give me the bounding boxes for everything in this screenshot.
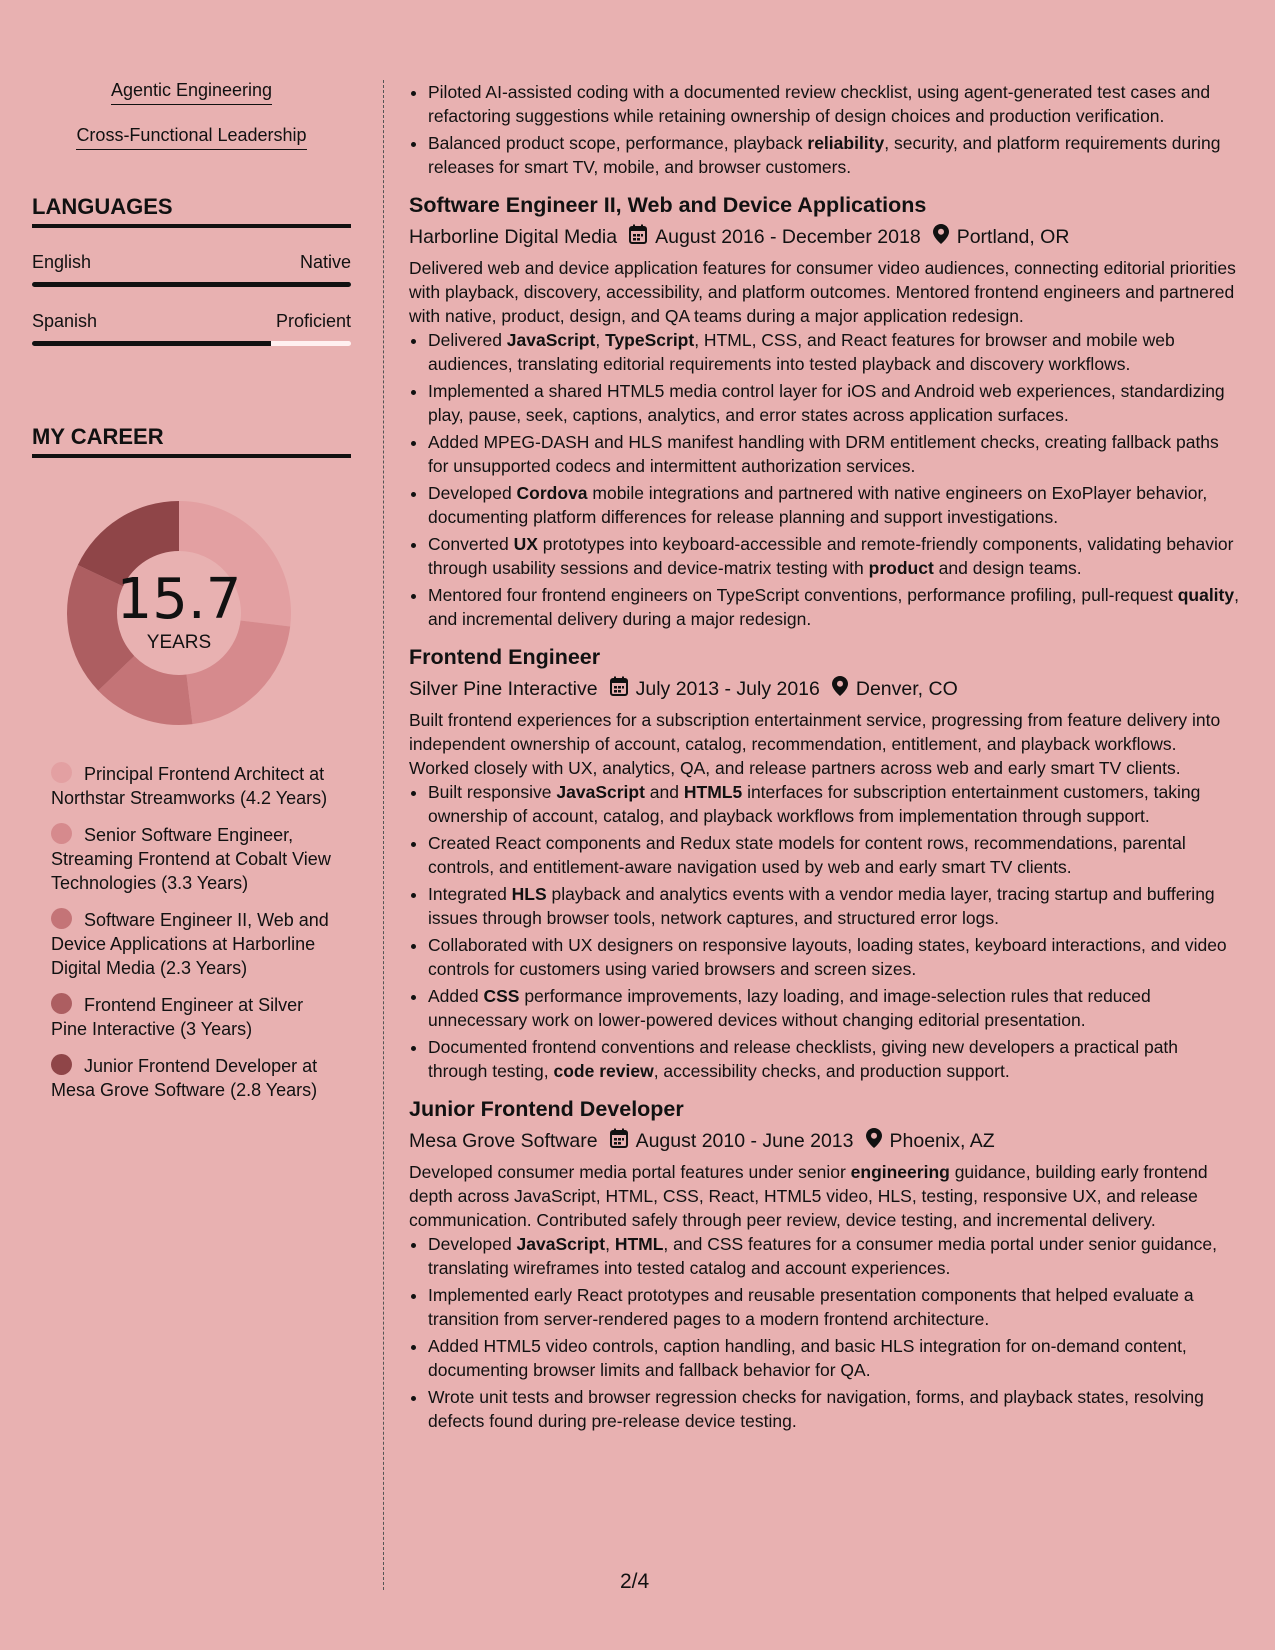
- career-legend-label: Senior Software Engineer, Streaming Frontend at Cobalt View Technologies (3.3 Years): [51, 825, 331, 893]
- job-location: Phoenix, AZ: [889, 1130, 995, 1152]
- career-legend-item: [51, 823, 341, 895]
- language-proficiency-fill: [32, 341, 271, 346]
- languages-heading: LANGUAGES: [32, 194, 351, 228]
- skill-tag: Cross-Functional Leadership: [76, 125, 306, 150]
- bullet-item: • Built responsive JavaScript and HTML5 interfaces for subscription entertainment customers, taking ownership of account, catalog, and playback workflows from implementation through support.: [428, 780, 1239, 828]
- job-entry: [409, 1094, 1239, 1433]
- bullet-item: • Converted UX prototypes into keyboard-accessible and remote-friendly components, validating behavior through usability sessions and device-matrix testing with product and design teams.: [428, 532, 1239, 580]
- location-pin-icon: [933, 224, 949, 250]
- language-level: Proficient: [275, 311, 351, 331]
- job-summary: Developed consumer media portal features under senior engineering guidance, building early frontend depth across JavaScript, HTML, CSS, React, HTML5 video, HLS, testing, responsive UX, and release communication. Contributed safely through peer review, device testing, and incremental delivery.: [409, 1162, 1208, 1230]
- job-company: Harborline Digital Media: [409, 226, 618, 248]
- location-pin-icon: [832, 676, 848, 702]
- career-legend-label: Principal Frontend Architect at Northstar Streamworks (4.2 Years): [51, 764, 328, 808]
- job-meta: [409, 224, 1239, 250]
- language-proficiency-fill: [32, 282, 351, 287]
- sidebar: [32, 80, 351, 1115]
- job-dates: August 2016 - December 2018: [655, 226, 921, 248]
- skill-tag: Agentic Engineering: [111, 80, 272, 105]
- career-legend: [51, 762, 341, 1102]
- language-proficiency-bar: [32, 341, 351, 346]
- career-total: [64, 498, 294, 728]
- career-donut-chart: [64, 498, 294, 728]
- language-row: [32, 311, 351, 332]
- career-legend-item: [51, 762, 341, 810]
- bullet-item: • Added HTML5 video controls, caption handling, and basic HLS integration for on-demand content, documenting browser limits and fallback behavior for QA.: [428, 1334, 1239, 1382]
- job-list: [409, 190, 1239, 1433]
- job-summary: Built frontend experiences for a subscription entertainment service, progressing from feature delivery into independent ownership of account, catalog, recommendation, entitlement, and playback workflows. Worked closely with UX, analytics, QA, and release partners across web and early smart TV clients.: [409, 710, 1221, 778]
- job-bullet-list: [409, 328, 1239, 631]
- bullet-item: • Created React components and Redux state models for content rows, recommendations, parental controls, and entitlement-aware navigation used by web and early smart TV clients.: [428, 831, 1239, 879]
- job-dates: July 2013 - July 2016: [635, 678, 820, 700]
- career-total-unit: YEARS: [146, 632, 212, 653]
- job-title: Frontend Engineer: [409, 645, 601, 669]
- job-location: Portland, OR: [956, 226, 1070, 248]
- bullet-item: • Wrote unit tests and browser regression checks for navigation, forms, and playback states, resolving defects found during pre-release device testing.: [428, 1385, 1239, 1433]
- career-legend-label: Software Engineer II, Web and Device Applications at Harborline Digital Media (2.3 Years): [51, 910, 329, 978]
- calendar-icon: [610, 676, 628, 702]
- main-content: [409, 80, 1239, 1436]
- location-pin-icon: [866, 1128, 882, 1154]
- intro-bullet-list: [409, 80, 1239, 179]
- bullet-item: • Implemented early React prototypes and reusable presentation components that helped evaluate a transition from server-rendered pages to a modern frontend architecture.: [428, 1283, 1239, 1331]
- career-legend-label: Junior Frontend Developer at Mesa Grove Software (2.8 Years): [51, 1056, 318, 1100]
- job-company: Silver Pine Interactive: [409, 678, 598, 700]
- language-proficiency-bar: [32, 282, 351, 287]
- languages-list: [32, 252, 351, 346]
- job-company: Mesa Grove Software: [409, 1130, 598, 1152]
- bullet-item: • Piloted AI-assisted coding with a documented review checklist, using agent-generated test cases and refactoring suggestions while retaining ownership of design choices and production verification.: [428, 80, 1239, 128]
- bullet-item: • Documented frontend conventions and release checklists, giving new developers a practical path through testing, code review, accessibility checks, and production support.: [428, 1035, 1239, 1083]
- bullet-item: • Implemented a shared HTML5 media control layer for iOS and Android web experiences, standardizing play, pause, seek, captions, analytics, and error states across application surfaces.: [428, 379, 1239, 427]
- job-meta: [409, 1128, 1239, 1154]
- job-bullet-list: [409, 780, 1239, 1083]
- bullet-item: • Balanced product scope, performance, playback reliability, security, and platform requirements during releases for smart TV, mobile, and browser customers.: [428, 131, 1239, 179]
- job-bullet-list: [409, 1232, 1239, 1433]
- job-meta: [409, 676, 1239, 702]
- column-divider: [383, 80, 384, 1590]
- bullet-item: • Collaborated with UX designers on responsive layouts, loading states, keyboard interactions, and video controls for customers using varied browsers and screen sizes.: [428, 933, 1239, 981]
- job-entry: [409, 642, 1239, 1083]
- bullet-item: • Integrated HLS playback and analytics events with a vendor media layer, tracing startup and buffering issues through browser tools, network captures, and structured error logs.: [428, 882, 1239, 930]
- job-summary: Delivered web and device application features for consumer video audiences, connecting editorial priorities with playback, discovery, accessibility, and platform outcomes. Mentored frontend engineers and partnered with native, product, design, and QA teams during a major application redesign.: [409, 258, 1236, 326]
- career-legend-item: [51, 993, 341, 1041]
- legend-dot-icon: [51, 908, 72, 929]
- job-dates: August 2010 - June 2013: [635, 1130, 854, 1152]
- calendar-icon: [629, 224, 647, 250]
- career-legend-item: [51, 908, 341, 980]
- language-name: English: [32, 252, 92, 272]
- legend-dot-icon: [51, 823, 72, 844]
- bullet-item: • Developed Cordova mobile integrations and partnered with native engineers on ExoPlayer behavior, documenting platform differences for release planning and support investigations.: [428, 481, 1239, 529]
- career-heading: MY CAREER: [32, 424, 351, 458]
- job-location: Denver, CO: [855, 678, 958, 700]
- legend-dot-icon: [51, 993, 72, 1014]
- skill-tags: [32, 80, 351, 170]
- language-level: Native: [299, 252, 351, 272]
- bullet-item: • Added CSS performance improvements, lazy loading, and image-selection rules that reduced unnecessary work on lower-powered devices without changing editorial presentation.: [428, 984, 1239, 1032]
- calendar-icon: [610, 1128, 628, 1154]
- career-total-value: 15.7: [116, 567, 242, 632]
- bullet-item: • Mentored four frontend engineers on TypeScript conventions, performance profiling, pull-request quality, and incremental delivery during a major redesign.: [428, 583, 1239, 631]
- page-number: 2/4: [620, 1570, 650, 1593]
- bullet-item: • Delivered JavaScript, TypeScript, HTML, CSS, and React features for browser and mobile web audiences, translating editorial requirements into tested playback and discovery workflows.: [428, 328, 1239, 376]
- job-entry: [409, 190, 1239, 631]
- bullet-item: • Developed JavaScript, HTML, and CSS features for a consumer media portal under senior guidance, translating wireframes into tested catalog and account experiences.: [428, 1232, 1239, 1280]
- language-name: Spanish: [32, 311, 98, 331]
- bullet-item: • Added MPEG-DASH and HLS manifest handling with DRM entitlement checks, creating fallback paths for unsupported codecs and intermittent authorization services.: [428, 430, 1239, 478]
- job-title: Junior Frontend Developer: [409, 1097, 684, 1121]
- career-legend-item: [51, 1054, 341, 1102]
- legend-dot-icon: [51, 762, 72, 783]
- language-row: [32, 252, 351, 273]
- job-title: Software Engineer II, Web and Device Applications: [409, 193, 927, 217]
- legend-dot-icon: [51, 1054, 72, 1075]
- career-legend-label: Frontend Engineer at Silver Pine Interactive (3 Years): [51, 995, 304, 1039]
